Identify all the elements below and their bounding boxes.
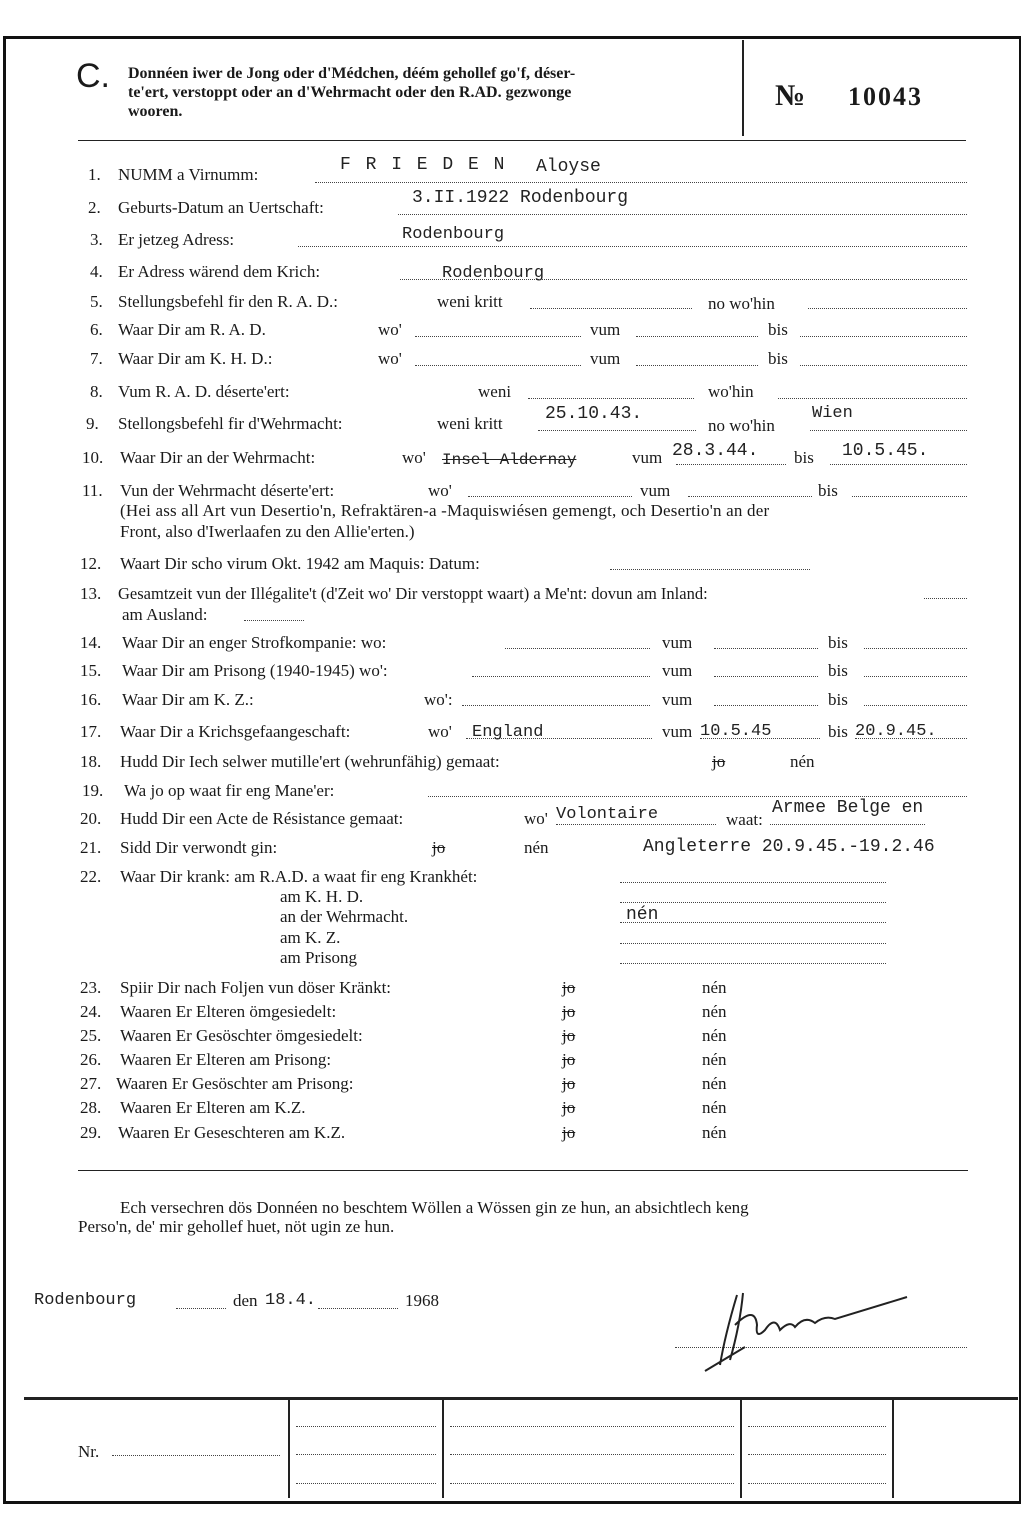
row-number: 3. <box>90 230 103 249</box>
field-label: no wo'hin <box>708 416 775 435</box>
field-line <box>244 620 304 621</box>
field-line <box>112 1455 280 1456</box>
row-number: 10. <box>82 448 104 467</box>
field-line <box>864 648 967 649</box>
order-date-value[interactable]: 25.10.43. <box>545 404 643 424</box>
siblings-resettled-label: Waaren Er Gesöschter ömgesiedelt: <box>120 1026 363 1045</box>
row-number: 29. <box>80 1123 102 1142</box>
header-rule <box>78 140 966 141</box>
field-label: vum <box>640 481 671 500</box>
field-line <box>808 308 967 309</box>
field-line <box>472 676 650 677</box>
row-number: 21. <box>80 838 102 857</box>
field-label: wo' <box>524 809 548 828</box>
signing-date-value[interactable]: 18.4. <box>265 1291 317 1310</box>
section-rule <box>78 1170 968 1171</box>
field-line <box>830 464 967 465</box>
row-number: 27. <box>80 1074 102 1093</box>
field-label: weni kritt <box>437 414 503 433</box>
address-label: Er jetzeg Adress: <box>118 230 235 249</box>
firstname-value[interactable]: Aloyse <box>536 157 601 177</box>
resistance-label: Hudd Dir een Acte de Résistance gemaat: <box>120 809 404 828</box>
field-label: waat: <box>726 810 763 829</box>
row-number: 18. <box>80 752 102 771</box>
no-option[interactable]: nén <box>702 1123 727 1142</box>
row-number: 26. <box>80 1050 102 1069</box>
row-number: 9. <box>86 414 99 433</box>
field-label: wo' <box>378 320 402 339</box>
row-number: 23. <box>80 978 102 997</box>
field-label: wo' <box>402 448 426 467</box>
field-line <box>620 882 886 883</box>
field-line <box>770 824 925 825</box>
wehrmacht-from-value[interactable]: 28.3.44. <box>672 441 759 461</box>
field-label: vum <box>590 349 621 368</box>
row-number: 17. <box>80 722 102 741</box>
field-label: bis <box>768 349 788 368</box>
self-mutilation-label: Hudd Dir Iech selwer mutille'ert (wehrunfähig) gemaat: <box>120 752 500 771</box>
signature-image <box>695 1285 915 1377</box>
row-number: 28. <box>80 1098 102 1117</box>
siblings-prison-label: Waaren Er Gesöschter am Prisong: <box>116 1074 354 1093</box>
no-option[interactable]: nén <box>702 1026 727 1045</box>
no-option[interactable]: nén <box>702 1050 727 1069</box>
declaration-text: Ech versechren dös Donnéen no beschtem Wöllen a Wössen gin ze hun, an absichtlech keng <box>120 1198 749 1217</box>
resistance-where-value[interactable]: Volontaire <box>556 805 659 824</box>
kz-label: Waar Dir am K. Z.: <box>122 690 254 709</box>
row-number: 8. <box>90 382 103 401</box>
wehrmacht-place-value[interactable]: Insel Aldernay <box>442 451 577 469</box>
birth-value[interactable]: 3.II.1922 Rodenbourg <box>412 188 629 208</box>
name-line <box>315 182 967 183</box>
row-number: 2. <box>88 198 101 217</box>
field-line <box>714 705 818 706</box>
signing-year: 1968 <box>405 1291 439 1310</box>
pow-from-value[interactable]: 10.5.45 <box>700 722 772 741</box>
field-line <box>800 336 967 337</box>
no-option[interactable]: nén <box>702 978 727 997</box>
field-label: bis <box>828 633 848 652</box>
surname-value[interactable]: F R I E D E N <box>340 155 507 175</box>
desert-label: Vun der Wehrmacht déserte'ert: <box>120 481 335 500</box>
after-effects-label: Spiir Dir nach Foljen vun döser Kränkt: <box>120 978 392 997</box>
rad-order-label: Stellungsbefehl fir den R. A. D.: <box>118 292 339 311</box>
parents-resettled-label: Waaren Er Elteren ömgesiedelt: <box>120 1002 337 1021</box>
field-line <box>688 496 812 497</box>
field-line <box>528 398 694 399</box>
wehrmacht-to-value[interactable]: 10.5.45. <box>842 441 929 461</box>
number-sign: № <box>775 79 806 112</box>
row-number: 13. <box>80 584 102 603</box>
field-line <box>468 496 632 497</box>
declaration-text: Perso'n, de' mir gehollef huet, nöt ugin ze hun. <box>78 1217 395 1236</box>
field-line <box>415 365 581 366</box>
field-label: vum <box>662 722 693 741</box>
field-label: vum <box>632 448 663 467</box>
sickness-label: Waar Dir krank: am R.A.D. a waat fir eng Krankhét: <box>120 867 478 886</box>
no-option[interactable]: nén <box>524 838 549 857</box>
footer-divider <box>442 1400 444 1498</box>
field-line <box>450 1454 734 1455</box>
header-line-2: te'ert, verstoppt oder an d'Wehrmacht oder den R.AD. gezwonge <box>128 84 572 101</box>
row-number: 12. <box>80 554 102 573</box>
yes-option-struck[interactable]: jo <box>562 1050 576 1069</box>
field-line <box>296 1426 436 1427</box>
illegality-label: Gesamtzeit vun der Illégalite't (d'Zeit wo' Dir verstoppt waart) a Me'nt: dovun am Inland: <box>118 584 708 603</box>
section-letter: C. <box>76 57 110 95</box>
row-number: 1. <box>88 165 101 184</box>
maquis-label: Waart Dir scho virum Okt. 1942 am Maquis: Datum: <box>120 554 480 573</box>
yes-option-struck[interactable]: jo <box>562 1002 576 1021</box>
header-line-1: Donnéen iwer de Jong oder d'Médchen, déém gehollef go'f, déser- <box>128 65 576 82</box>
rad-label: Waar Dir am R. A. D. <box>118 320 266 339</box>
yes-option-struck[interactable]: jo <box>562 1026 576 1045</box>
field-line <box>610 569 810 570</box>
resistance-what-value[interactable]: Armee Belge en <box>772 798 924 818</box>
field-label: bis <box>768 320 788 339</box>
prison-label: Waar Dir am Prisong (1940-1945) wo': <box>122 661 388 680</box>
field-label: bis <box>794 448 814 467</box>
field-label: vum <box>590 320 621 339</box>
field-label: no wo'hin <box>708 294 775 313</box>
row-number: 7. <box>90 349 103 368</box>
header-divider <box>742 40 744 136</box>
sickness-prison-label: am Prisong <box>280 948 357 967</box>
no-option[interactable]: nén <box>702 1002 727 1021</box>
field-line <box>530 308 692 309</box>
form-number: 10043 <box>848 82 923 111</box>
row-number: 20. <box>80 809 102 828</box>
pow-to-value[interactable]: 20.9.45. <box>855 722 937 741</box>
wounded-label: Sidd Dir verwondt gin: <box>120 838 278 857</box>
field-line <box>620 943 886 944</box>
footer-divider <box>892 1400 894 1498</box>
row-number: 15. <box>80 661 102 680</box>
field-label: wo': <box>424 690 453 709</box>
field-label: bis <box>828 661 848 680</box>
field-line <box>748 1426 886 1427</box>
field-line <box>810 430 967 431</box>
parents-prison-label: Waaren Er Elteren am Prisong: <box>120 1050 332 1069</box>
field-line <box>778 398 967 399</box>
field-label: bis <box>828 690 848 709</box>
field-label: weni <box>478 382 512 401</box>
yes-option-struck[interactable]: jo <box>712 752 726 771</box>
field-label: wo' <box>378 349 402 368</box>
address-value[interactable]: Rodenbourg <box>402 225 505 244</box>
wehrmacht-label: Waar Dir an der Wehrmacht: <box>120 448 316 467</box>
footer-divider <box>288 1400 290 1498</box>
desert-note: (Hei ass all Art vun Desertio'n, Refraktären-a -Maquiswiésen gemengt, och Desertio'n an der <box>120 501 770 520</box>
war-address-label: Er Adress wärend dem Krich: <box>118 262 321 281</box>
field-line <box>714 648 818 649</box>
field-line <box>462 705 650 706</box>
field-line <box>296 1454 436 1455</box>
parents-kz-label: Waaren Er Elteren am K.Z. <box>120 1098 306 1117</box>
order-destination-value[interactable]: Wien <box>812 404 853 423</box>
signing-place-value[interactable]: Rodenbourg <box>34 1291 137 1310</box>
field-line <box>714 676 818 677</box>
footer-divider <box>740 1400 742 1498</box>
sickness-khd-label: am K. H. D. <box>280 887 364 906</box>
field-line <box>636 365 758 366</box>
field-line <box>864 676 967 677</box>
desert-note: Front, also d'Iwerlaafen zu den Allie'erten.) <box>120 522 415 541</box>
field-line <box>852 496 967 497</box>
row-number: 22. <box>80 867 102 886</box>
war-address-value[interactable]: Rodenbourg <box>442 264 545 283</box>
no-option[interactable]: nén <box>702 1098 727 1117</box>
field-line <box>924 598 967 599</box>
row-number: 25. <box>80 1026 102 1045</box>
yes-option-struck[interactable]: jo <box>562 1074 576 1093</box>
field-label: bis <box>828 722 848 741</box>
field-label: vum <box>662 661 693 680</box>
field-label: vum <box>662 690 693 709</box>
field-line <box>428 796 967 797</box>
row-number: 19. <box>82 781 104 800</box>
manner-label: Wa jo op waat fir eng Mane'er: <box>124 781 335 800</box>
field-label: wo' <box>428 481 452 500</box>
field-line <box>318 1308 398 1309</box>
field-line <box>864 705 967 706</box>
sickness-kz-label: am K. Z. <box>280 928 341 947</box>
yes-option-struck[interactable]: jo <box>562 1098 576 1117</box>
yes-option-struck[interactable]: jo <box>562 1123 576 1142</box>
pow-place-value[interactable]: England <box>472 723 544 742</box>
field-line <box>538 430 696 431</box>
field-line <box>620 902 886 903</box>
field-line <box>450 1483 734 1484</box>
khd-label: Waar Dir am K. H. D.: <box>118 349 273 368</box>
field-line <box>800 365 967 366</box>
field-line <box>636 336 758 337</box>
field-line <box>296 1483 436 1484</box>
name-label: NUMM a Virnumm: <box>118 165 259 184</box>
no-option[interactable]: nén <box>702 1074 727 1093</box>
row-number: 14. <box>80 633 102 652</box>
field-line <box>748 1454 886 1455</box>
resistance-continued-value[interactable]: Angleterre 20.9.45.-19.2.46 <box>643 837 935 857</box>
nr-label: Nr. <box>78 1442 100 1461</box>
address-line <box>298 246 967 247</box>
field-label: weni kritt <box>437 292 503 311</box>
pow-label: Waar Dir a Krichsgefaangeschaft: <box>120 722 351 741</box>
footer-rule <box>24 1397 1018 1400</box>
field-line <box>176 1308 226 1309</box>
yes-option-struck[interactable]: jo <box>562 978 576 997</box>
field-line <box>748 1483 886 1484</box>
header-line-3: wooren. <box>128 103 183 120</box>
field-line <box>505 648 650 649</box>
row-number: 5. <box>90 292 103 311</box>
yes-option-struck[interactable]: jo <box>432 838 446 857</box>
sickness-wehrmacht-value[interactable]: nén <box>626 905 659 925</box>
field-line <box>620 963 886 964</box>
row-number: 24. <box>80 1002 102 1021</box>
field-label: wo'hin <box>708 382 754 401</box>
row-number: 6. <box>90 320 103 339</box>
row-number: 16. <box>80 690 102 709</box>
row-number: 4. <box>90 262 103 281</box>
birth-line <box>398 214 967 215</box>
field-line <box>620 922 886 923</box>
den-label: den <box>233 1291 258 1310</box>
rad-desert-label: Vum R. A. D. déserte'ert: <box>118 382 290 401</box>
wehrmacht-order-label: Stellongsbefehl fir d'Wehrmacht: <box>118 414 343 433</box>
field-line <box>676 464 786 465</box>
field-line <box>450 1426 734 1427</box>
sickness-wehrmacht-label: an der Wehrmacht. <box>280 907 409 926</box>
abroad-label: am Ausland: <box>122 605 208 624</box>
field-label: wo' <box>428 722 452 741</box>
field-label: vum <box>662 633 693 652</box>
penal-company-label: Waar Dir an enger Strofkompanie: wo: <box>122 633 387 652</box>
siblings-kz-label: Waaren Er Geseschteren am K.Z. <box>118 1123 346 1142</box>
birth-label: Geburts-Datum an Uertschaft: <box>118 198 324 217</box>
field-line <box>415 336 581 337</box>
field-label: bis <box>818 481 838 500</box>
row-number: 11. <box>82 481 103 500</box>
no-option[interactable]: nén <box>790 752 815 771</box>
